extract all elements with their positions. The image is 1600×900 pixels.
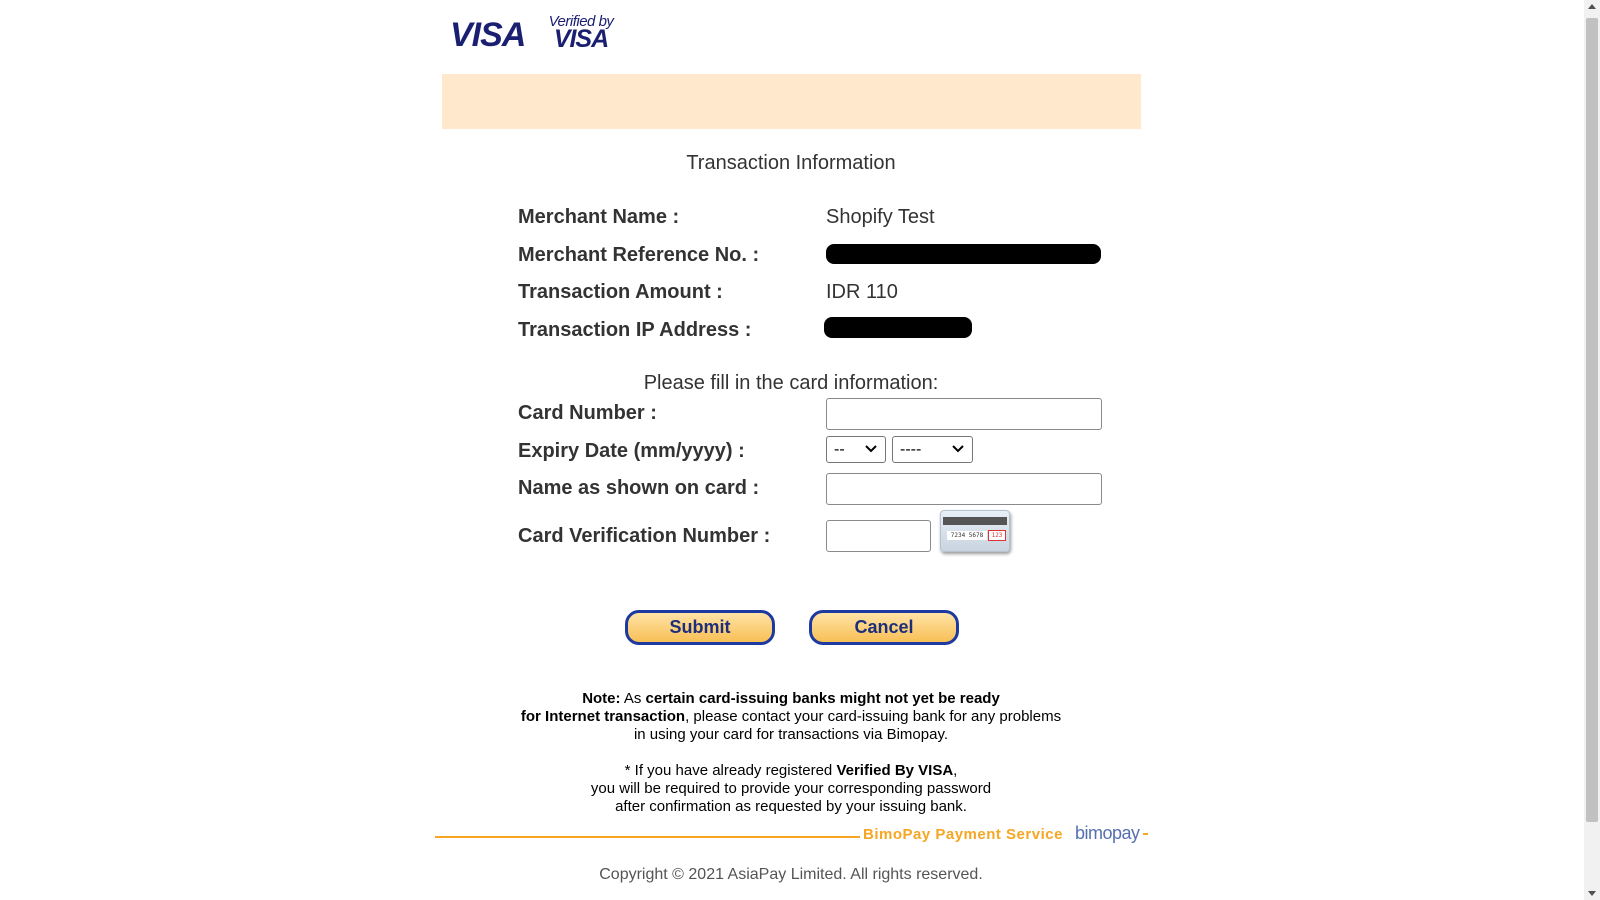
- cardholder-name-input[interactable]: [826, 473, 1102, 505]
- verified-by-visa-logo: [541, 14, 621, 52]
- note-line-1: [0, 690, 1582, 708]
- scroll-up-arrow-icon[interactable]: [1588, 4, 1596, 9]
- chevron-down-icon: [864, 440, 878, 458]
- vbv-note-line-3: after confirmation as requested by your issuing bank.: [615, 798, 967, 815]
- transaction-amount-value: IDR 110: [826, 281, 898, 303]
- expiry-month-select[interactable]: [826, 436, 886, 463]
- cvv-input[interactable]: [826, 520, 931, 552]
- logo-dash: [1143, 833, 1148, 835]
- merchant-reference-label: Merchant Reference No. :: [518, 244, 760, 266]
- signature-strip: 7234 5678: [947, 531, 987, 540]
- submit-button[interactable]: Submit: [625, 610, 775, 645]
- magnetic-stripe: [943, 517, 1007, 525]
- vbv-note-line-2: you will be required to provide your corresponding password: [590, 780, 992, 797]
- card-number-label: Card Number :: [518, 402, 657, 424]
- vbv-note-line-1: [0, 762, 1582, 780]
- scrollbar-thumb[interactable]: [1586, 18, 1598, 822]
- vbv-logo-line2: VISA: [553, 25, 609, 53]
- scroll-down-arrow-icon[interactable]: [1588, 891, 1596, 896]
- merchant-name-value: Shopify Test: [826, 206, 935, 228]
- visa-logo: VISA: [450, 16, 526, 54]
- bimopay-logo: [1075, 823, 1148, 844]
- expiry-date-label: Expiry Date (mm/yyyy) :: [518, 440, 745, 462]
- note-text-a: As: [620, 690, 646, 707]
- expiry-year-value: ----: [900, 441, 922, 458]
- cardholder-name-label: Name as shown on card :: [518, 477, 760, 499]
- page-scrollbar[interactable]: [1584, 0, 1600, 900]
- transaction-amount-label: Transaction Amount :: [518, 281, 723, 303]
- cvv-card-icon: [940, 510, 1010, 552]
- vbv-note-bold: Verified By VISA: [836, 762, 954, 779]
- card-number-input[interactable]: [826, 398, 1102, 430]
- cvv-code-box: 123: [988, 530, 1006, 541]
- cancel-button[interactable]: Cancel: [809, 610, 959, 645]
- note-bold-a: certain card-issuing banks might not yet be ready: [645, 690, 1000, 707]
- vbv-logo-line1: Verified by: [548, 13, 614, 30]
- vbv-note-text-b: ,: [953, 762, 958, 779]
- expiry-month-value: --: [834, 441, 845, 458]
- footer-service-name: BimoPay Payment Service: [863, 826, 1063, 843]
- copyright-text: Copyright © 2021 AsiaPay Limited. All rights reserved.: [599, 866, 983, 883]
- chevron-down-icon: [951, 440, 965, 458]
- note-line-3: in using your card for transactions via Bimopay.: [633, 726, 949, 743]
- footer-divider: [435, 836, 860, 838]
- bimopay-logo-text: bimopay: [1075, 823, 1140, 843]
- vbv-note-text-a: * If you have already registered: [624, 762, 837, 779]
- cvv-label: Card Verification Number :: [518, 525, 771, 547]
- note-line-2: [0, 708, 1582, 726]
- message-banner: [442, 74, 1141, 129]
- card-info-title: Please fill in the card information:: [643, 372, 939, 394]
- merchant-name-label: Merchant Name :: [518, 206, 680, 228]
- transaction-ip-label: Transaction IP Address :: [518, 319, 752, 341]
- note-prefix: Note:: [582, 690, 621, 707]
- note-bold-b: for Internet transaction: [520, 708, 686, 725]
- merchant-reference-redacted: [826, 244, 1101, 264]
- expiry-year-select[interactable]: [892, 436, 973, 463]
- note-text-b: , please contact your card-issuing bank for any problems: [685, 708, 1062, 725]
- transaction-ip-redacted: [824, 317, 972, 338]
- transaction-info-title: Transaction Information: [686, 152, 896, 174]
